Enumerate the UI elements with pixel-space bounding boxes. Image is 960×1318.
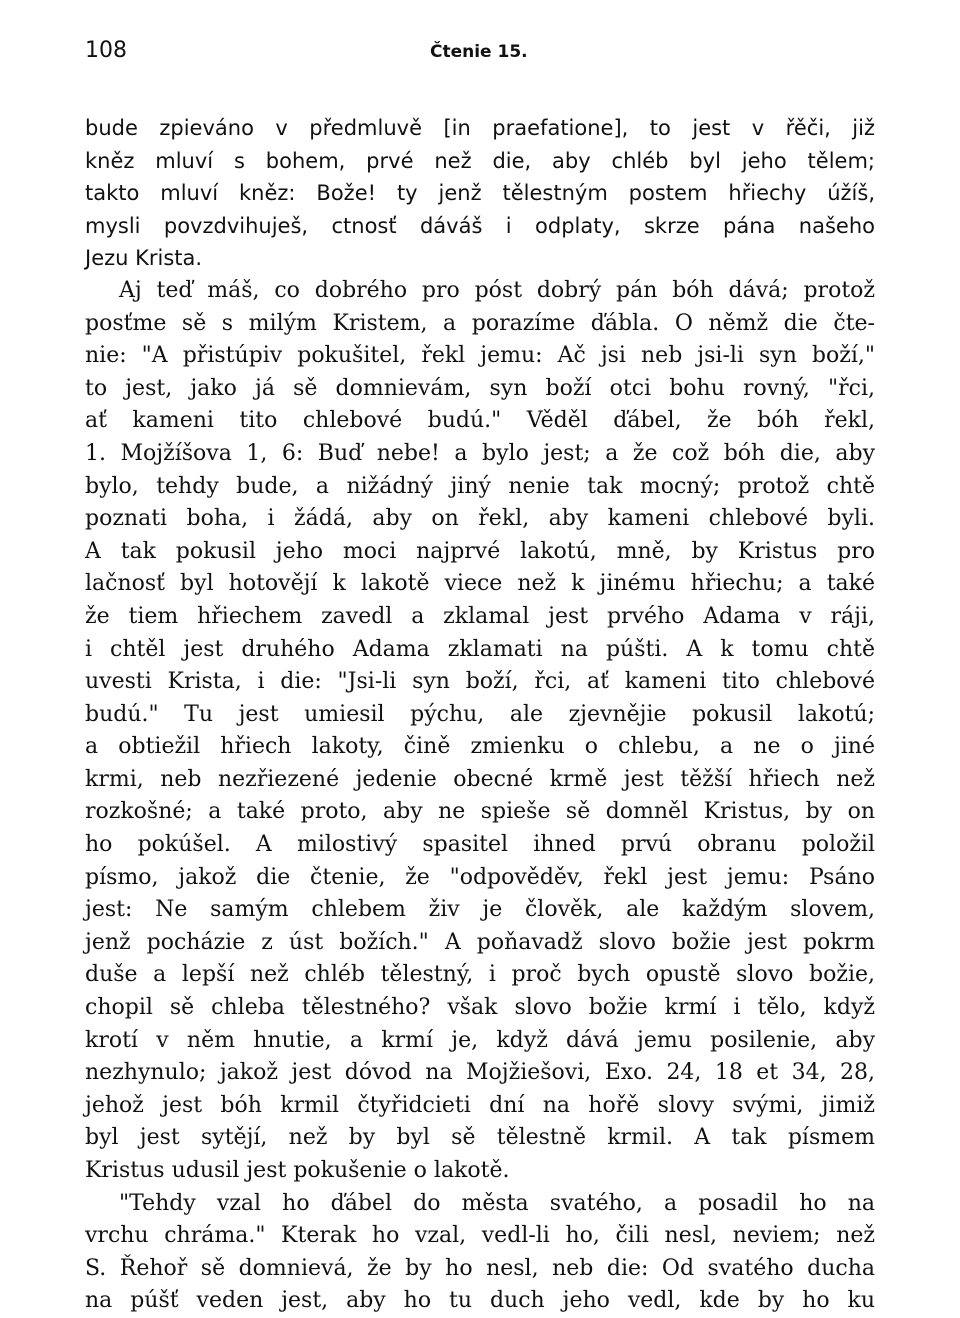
text-line: krotí v něm hnutie, a krmí je, když dává jemu posilenie, aby [85,1027,875,1053]
text-line: nezhynulo; jakož jest dóvod na Mojžiešovi, Exo. 24, 18 et 34, 28, [85,1060,875,1086]
text-line: krmi, neb nezřiezené jedenie obecné krmě jest těžší hřiech než [85,766,875,792]
text-line: posťme sě s milým Kristem, a porazíme ďábla. O němž die čte- [85,310,875,336]
text-line: bylo, tehdy bude, a nižádný jiný nenie tak mocný; protož chtě [85,473,875,499]
text-line: lačnosť byl hotovějí k lakotě viece než k jinému hřiechu; a také [85,571,875,597]
text-line: chopil sě chleba tělestného? však slovo božie krmí i tělo, když [85,995,875,1021]
text-line: rozkošné; a také proto, aby ne spieše sě domněl Kristus, by on [85,799,875,825]
text-line: uvesti Krista, i die: "Jsi-li syn boží, řci, ať kameni tito chlebové [85,669,875,695]
text-line: to jest, jako já sě domnievám, syn boží otci bohu rovný, "řci, [85,375,875,401]
text-line: Jezu Krista. [85,246,203,271]
text-line: mysli povzdvihuješ, ctnosť dáváš i odplaty, skrze pána našeho [85,213,875,238]
text-line: a obtiežil hřiech lakoty, čině zmienku o chlebu, a ne o jiné [85,734,875,760]
text-line: kněz mluví s bohem, prvé než die, aby chléb byl jeho tělem; [85,148,875,173]
text-line: na púšť veden jest, aby ho tu duch jeho vedl, kde by ho ku [85,1288,875,1314]
text-line: jenž pocházie z úst božích." A poňavadž slovo božie jest pokrm [85,929,875,955]
text-line: Aj teď máš, co dobrého pro póst dobrý pán bóh dává; protož [119,277,875,303]
text-line: S. Řehoř sě domnievá, že by ho nesl, neb die: Od svatého ducha [85,1255,875,1281]
chapter-title: Čtenie 15. [430,42,528,62]
text-line: budú." Tu jest umiesil pýchu, ale zjevnějie pokusil lakotú; [85,701,875,727]
text-line: 1. Mojžíšova 1, 6: Buď nebe! a bylo jest; a že což bóh die, aby [85,440,875,466]
text-line: jest: Ne samým chlebem živ je člověk, ale každým slovem, [85,897,875,923]
text-line: "Tehdy vzal ho ďábel do města svatého, a posadil ho na [119,1190,875,1216]
page-number: 108 [85,38,127,63]
text-line: že tiem hřiechem zavedl a zklamal jest prvého Adama v ráji, [85,603,875,629]
text-line: Kristus udusil jest pokušenie o lakotě. [85,1158,510,1183]
text-line: duše a lepší než chléb tělestný, i proč bych opustě slovo božie, [85,962,875,988]
text-line: vrchu chráma." Kterak ho vzal, vedl-li ho, čili nesl, neviem; než [85,1223,875,1249]
text-line: ať kameni tito chlebové budú." Věděl ďábel, že bóh řekl, [85,408,875,434]
text-line: A tak pokusil jeho moci najprvé lakotú, mně, by Kristus pro [85,538,875,564]
text-line: písmo, jakož die čtenie, že "odpověděv, řekl jest jemu: Psáno [85,864,875,890]
text-line: bude zpieváno v předmluvě [in praefatione], to jest v řěči, již [85,116,875,140]
text-line: ho pokúšel. A milostivý spasitel ihned prvú obranu položil [85,832,875,858]
text-line: byl jest sytějí, než by byl sě tělestně krmil. A tak písmem [85,1125,875,1151]
running-head [85,38,875,68]
text-line: jehož jest bóh krmil čtyřidcieti dní na hořě slovy svými, jimiž [85,1092,875,1118]
text-line: nie: "A přistúpiv pokušitel, řekl jemu: Ač jsi neb jsi-li syn boží," [85,343,875,369]
text-line: i chtěl jest druhého Adama zklamati na púšti. A k tomu chtě [85,636,875,662]
text-line: poznati boha, i žádá, aby on řekl, aby kameni chlebové byli. [85,506,875,532]
text-line: takto mluví kněz: Bože! ty jenž tělestným postem hřiechy úžíš, [85,181,875,206]
body-text [85,112,875,1318]
